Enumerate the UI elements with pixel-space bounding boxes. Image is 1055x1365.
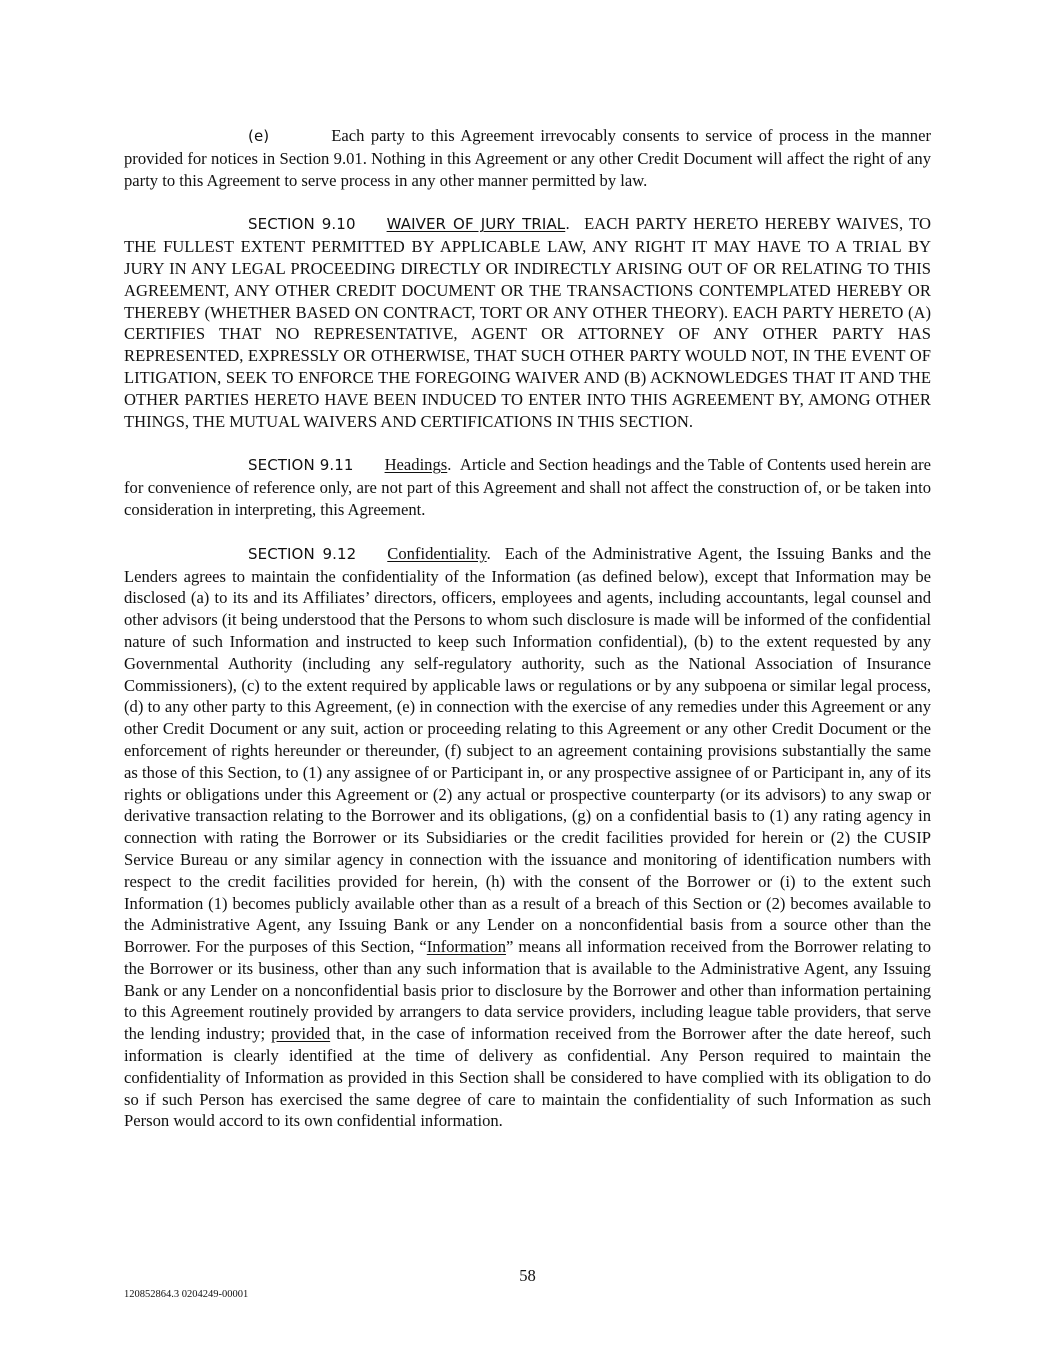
paragraph-e (124, 125, 931, 191)
section-9-12: SECTION 9.12 Confidentiality. Each of the Administrative Agent, the Issuing Banks and the Lenders agrees to maintain the confidentiality of the Information (as defined below), except that Information may be disclosed (a) to its and its Affiliates’ directors, officers, employees and agents, including accountants, legal counsel and other advisors (it being understood that the Persons to whom such disclosure is made will be informed of the confidential nature of such Information and instructed to keep such Information confidential), (b) to the extent requested by any Governmental Authority (including any self-regulatory authority, such as the National Association of Insurance Commissioners), (c) to the extent required by applicable laws or regulations or by any subpoena or similar legal process, (d) to any other party to this Agreement, (e) in connection with the exercise of any remedies under this Agreement or any other Credit Document or any suit, action or proceeding relating to this Agreement or any other Credit Document or the enforcement of rights hereunder or thereunder, (f) subject to an agreement containing provisions substantially the same as those of this Section, to (1) any assignee of or Participant in, or any prospective assignee of or Participant in, any of its rights or obligations under this Agreement or (2) any actual or prospective counterparty (or its advisors) to any swap or derivative transaction relating to the Borrower and its obligations, (g) on a confidential basis to (1) any rating agency in connection with rating the Borrower or its Subsidiaries or the credit facilities provided for herein or (2) the CUSIP Service Bureau or any similar agency in connection with the issuance and monitoring of identification numbers with respect to the credit facilities provided for herein, (h) with the consent of the Borrower or (i) to the extent such Information (1) becomes publicly available other than as a result of a breach of this Section or (2) becomes available to the Administrative Agent, any Issuing Bank or any Lender on a nonconfidential basis from a source other than the Borrower. For the purposes of this Section, “Information” means all information received from the Borrower relating to the Borrower or its business, other than any such information that is available to the Administrative Agent, any Issuing Bank or any Lender on a nonconfidential basis prior to disclosure by the Borrower and other than information pertaining to this Agreement routinely provided by arrangers to data service providers, including league table providers, that serve the lending industry; provided that, in the case of information received from the Borrower after the date hereof, such information is clearly identified at the time of delivery as confidential. Any Person required to maintain the confidentiality of Information as provided in this Section shall be considered to have complied with its obligation to do so if such Person has exercised the same degree of care to maintain the confidentiality of such Information as such Person would accord to its own confidential information. (124, 543, 932, 1131)
section-9-10: SECTION 9.10 WAIVER OF JURY TRIAL. EACH PARTY HERETO HEREBY WAIVES, TO THE FULLEST EXTENT PERMITTED BY APPLICABLE LAW, ANY RIGHT IT MAY HAVE TO A TRIAL BY JURY IN ANY LEGAL PROCEEDING DIRECTLY OR INDIRECTLY ARISING OUT OF OR RELATING TO THIS AGREEMENT, ANY OTHER CREDIT DOCUMENT OR THE TRANSACTIONS CONTEMPLATED HEREBY OR THEREBY (WHETHER BASED ON CONTRACT, TORT OR ANY OTHER THEORY). EACH PARTY HERETO (A) CERTIFIES THAT NO REPRESENTATIVE, AGENT OR ATTORNEY OF ANY OTHER PARTY HAS REPRESENTED, EXPRESSLY OR OTHERWISE, THAT SUCH OTHER PARTY WOULD NOT, IN THE EVENT OF LITIGATION, SEEK TO ENFORCE THE FOREGOING WAIVER AND (B) ACKNOWLEDGES THAT IT AND THE OTHER PARTIES HERETO HAVE BEEN INDUCED TO ENTER INTO THIS AGREEMENT BY, AMONG OTHER THINGS, THE MUTUAL WAIVERS AND CERTIFICATIONS IN THIS SECTION. (124, 214, 931, 431)
section-9-12-heading: Confidentiality (387, 543, 487, 563)
section-9-11-number: SECTION 9.11 (248, 456, 354, 475)
section-9-11-heading: Headings (384, 455, 448, 475)
paragraph-e-text: Each party to this Agreement irrevocably consents to service of process in the manner provided for notices in Section 9.01. Nothing in this Agreement or any other Credit Document will affect the right of any party to this Agreement to serve process in any other manner permitted by law. (124, 126, 931, 190)
section-9-12-text-part2: ” means all information received from the Borrower relating to the Borrower or its business, other than any such information that is available to the Administrative Agent, any Issuing Bank or any Lender on a nonconfidential basis prior to disclosure by the Borrower and other than information pertaining to this Agreement routinely provided by arrangers to data service providers, including league table providers, that serve the lending industry; (124, 937, 932, 1044)
defined-term-information: Information (426, 937, 507, 957)
proviso-provided: provided (271, 1024, 331, 1044)
section-9-11: SECTION 9.11 Headings. Article and Section headings and the Table of Contents used herein are for convenience of reference only, are not part of this Agreement and shall not affect the construction of, or be taken into consideration in interpreting, this Agreement. (124, 455, 931, 519)
paragraph-e-label: (e) (248, 127, 270, 145)
document-page (124, 125, 931, 1132)
document-id: 120852864.3 0204249-00001 (124, 1289, 249, 1300)
section-9-12-text-part1: Each of the Administrative Agent, the Issuing Banks and the Lenders agrees to maintain the confidentiality of the Information (as defined below), except that Information may be disclosed (a) to its and its Affiliates’ directors, officers, employees and agents, including accountants, legal counsel and other advisors (it being understood that the Persons to whom such disclosure is made will be informed of the confidential nature of such Information and instructed to keep such Information confidential), (b) to the extent requested by any Governmental Authority (including any self-regulatory authority, such as the National Association of Insurance Commissioners), (c) to the extent required by applicable laws or regulations or by any subpoena or similar legal process, (d) to any other party to this Agreement, (e) in connection with the exercise of any remedies under this Agreement or any other Credit Document or any suit, action or proceeding relating to this Agreement or any other Credit Document or the enforcement of rights hereunder or thereunder, (f) subject to an agreement containing provisions substantially the same as those of this Section, to (1) any assignee of or Participant in, or any prospective assignee of or Participant in, any of its rights or obligations under this Agreement or (2) any actual or prospective counterparty (or its advisors) to any swap or derivative transaction relating to the Borrower and its obligations, (g) on a confidential basis to (1) any rating agency in connection with rating the Borrower or its Subsidiaries or the credit facilities provided for herein or (2) the CUSIP Service Bureau or any similar agency in connection with the issuance and monitoring of identification numbers with respect to the credit facilities provided for herein, (h) with the consent of the Borrower or (i) to the extent such Information (1) becomes publicly available other than as a result of a breach of this Section or (2) becomes available to the Administrative Agent, any Issuing Bank or any Lender on a nonconfidential basis from a source other than the Borrower. For the purposes of this Section, “ (124, 543, 931, 957)
section-9-12-text-part3: that, in the case of information received from the Borrower after the date hereof, such information is clearly identified at the time of delivery as confidential. Any Person required to maintain the confidentiality of Information as provided in this Section shall be considered to have complied with its obligation to do so if such Person has exercised the same degree of care to maintain the confidentiality of such Information as such Person would accord to its own confidential information. (124, 1024, 932, 1131)
section-9-10-heading: WAIVER OF JURY TRIAL (386, 215, 566, 234)
section-9-10-text: EACH PARTY HERETO HEREBY WAIVES, TO THE FULLEST EXTENT PERMITTED BY APPLICABLE LAW, ANY RIGHT IT MAY HAVE TO A TRIAL BY JURY IN ANY LEGAL PROCEEDING DIRECTLY OR INDIRECTLY ARISING OUT OF OR RELATING TO THIS AGREEMENT, ANY OTHER CREDIT DOCUMENT OR THE TRANSACTIONS CONTEMPLATED HEREBY OR THEREBY (WHETHER BASED ON CONTRACT, TORT OR ANY OTHER THEORY). EACH PARTY HERETO (A) CERTIFIES THAT NO REPRESENTATIVE, AGENT OR ATTORNEY OF ANY OTHER PARTY HAS REPRESENTED, EXPRESSLY OR OTHERWISE, THAT SUCH OTHER PARTY WOULD NOT, IN THE EVENT OF LITIGATION, SEEK TO ENFORCE THE FOREGOING WAIVER AND (B) ACKNOWLEDGES THAT IT AND THE OTHER PARTIES HERETO HAVE BEEN INDUCED TO ENTER INTO THIS AGREEMENT BY, AMONG OTHER THINGS, THE MUTUAL WAIVERS AND CERTIFICATIONS IN THIS SECTION. (124, 214, 931, 431)
section-9-10-number: SECTION 9.10 (248, 215, 356, 234)
section-9-12-number: SECTION 9.12 (248, 544, 357, 563)
page-number: 58 (519, 1266, 536, 1285)
section-9-11-text: Article and Section headings and the Table of Contents used herein are for convenience of reference only, are not part of this Agreement and shall not affect the construction of, or be taken into consideration in interpreting, this Agreement. (124, 455, 931, 519)
